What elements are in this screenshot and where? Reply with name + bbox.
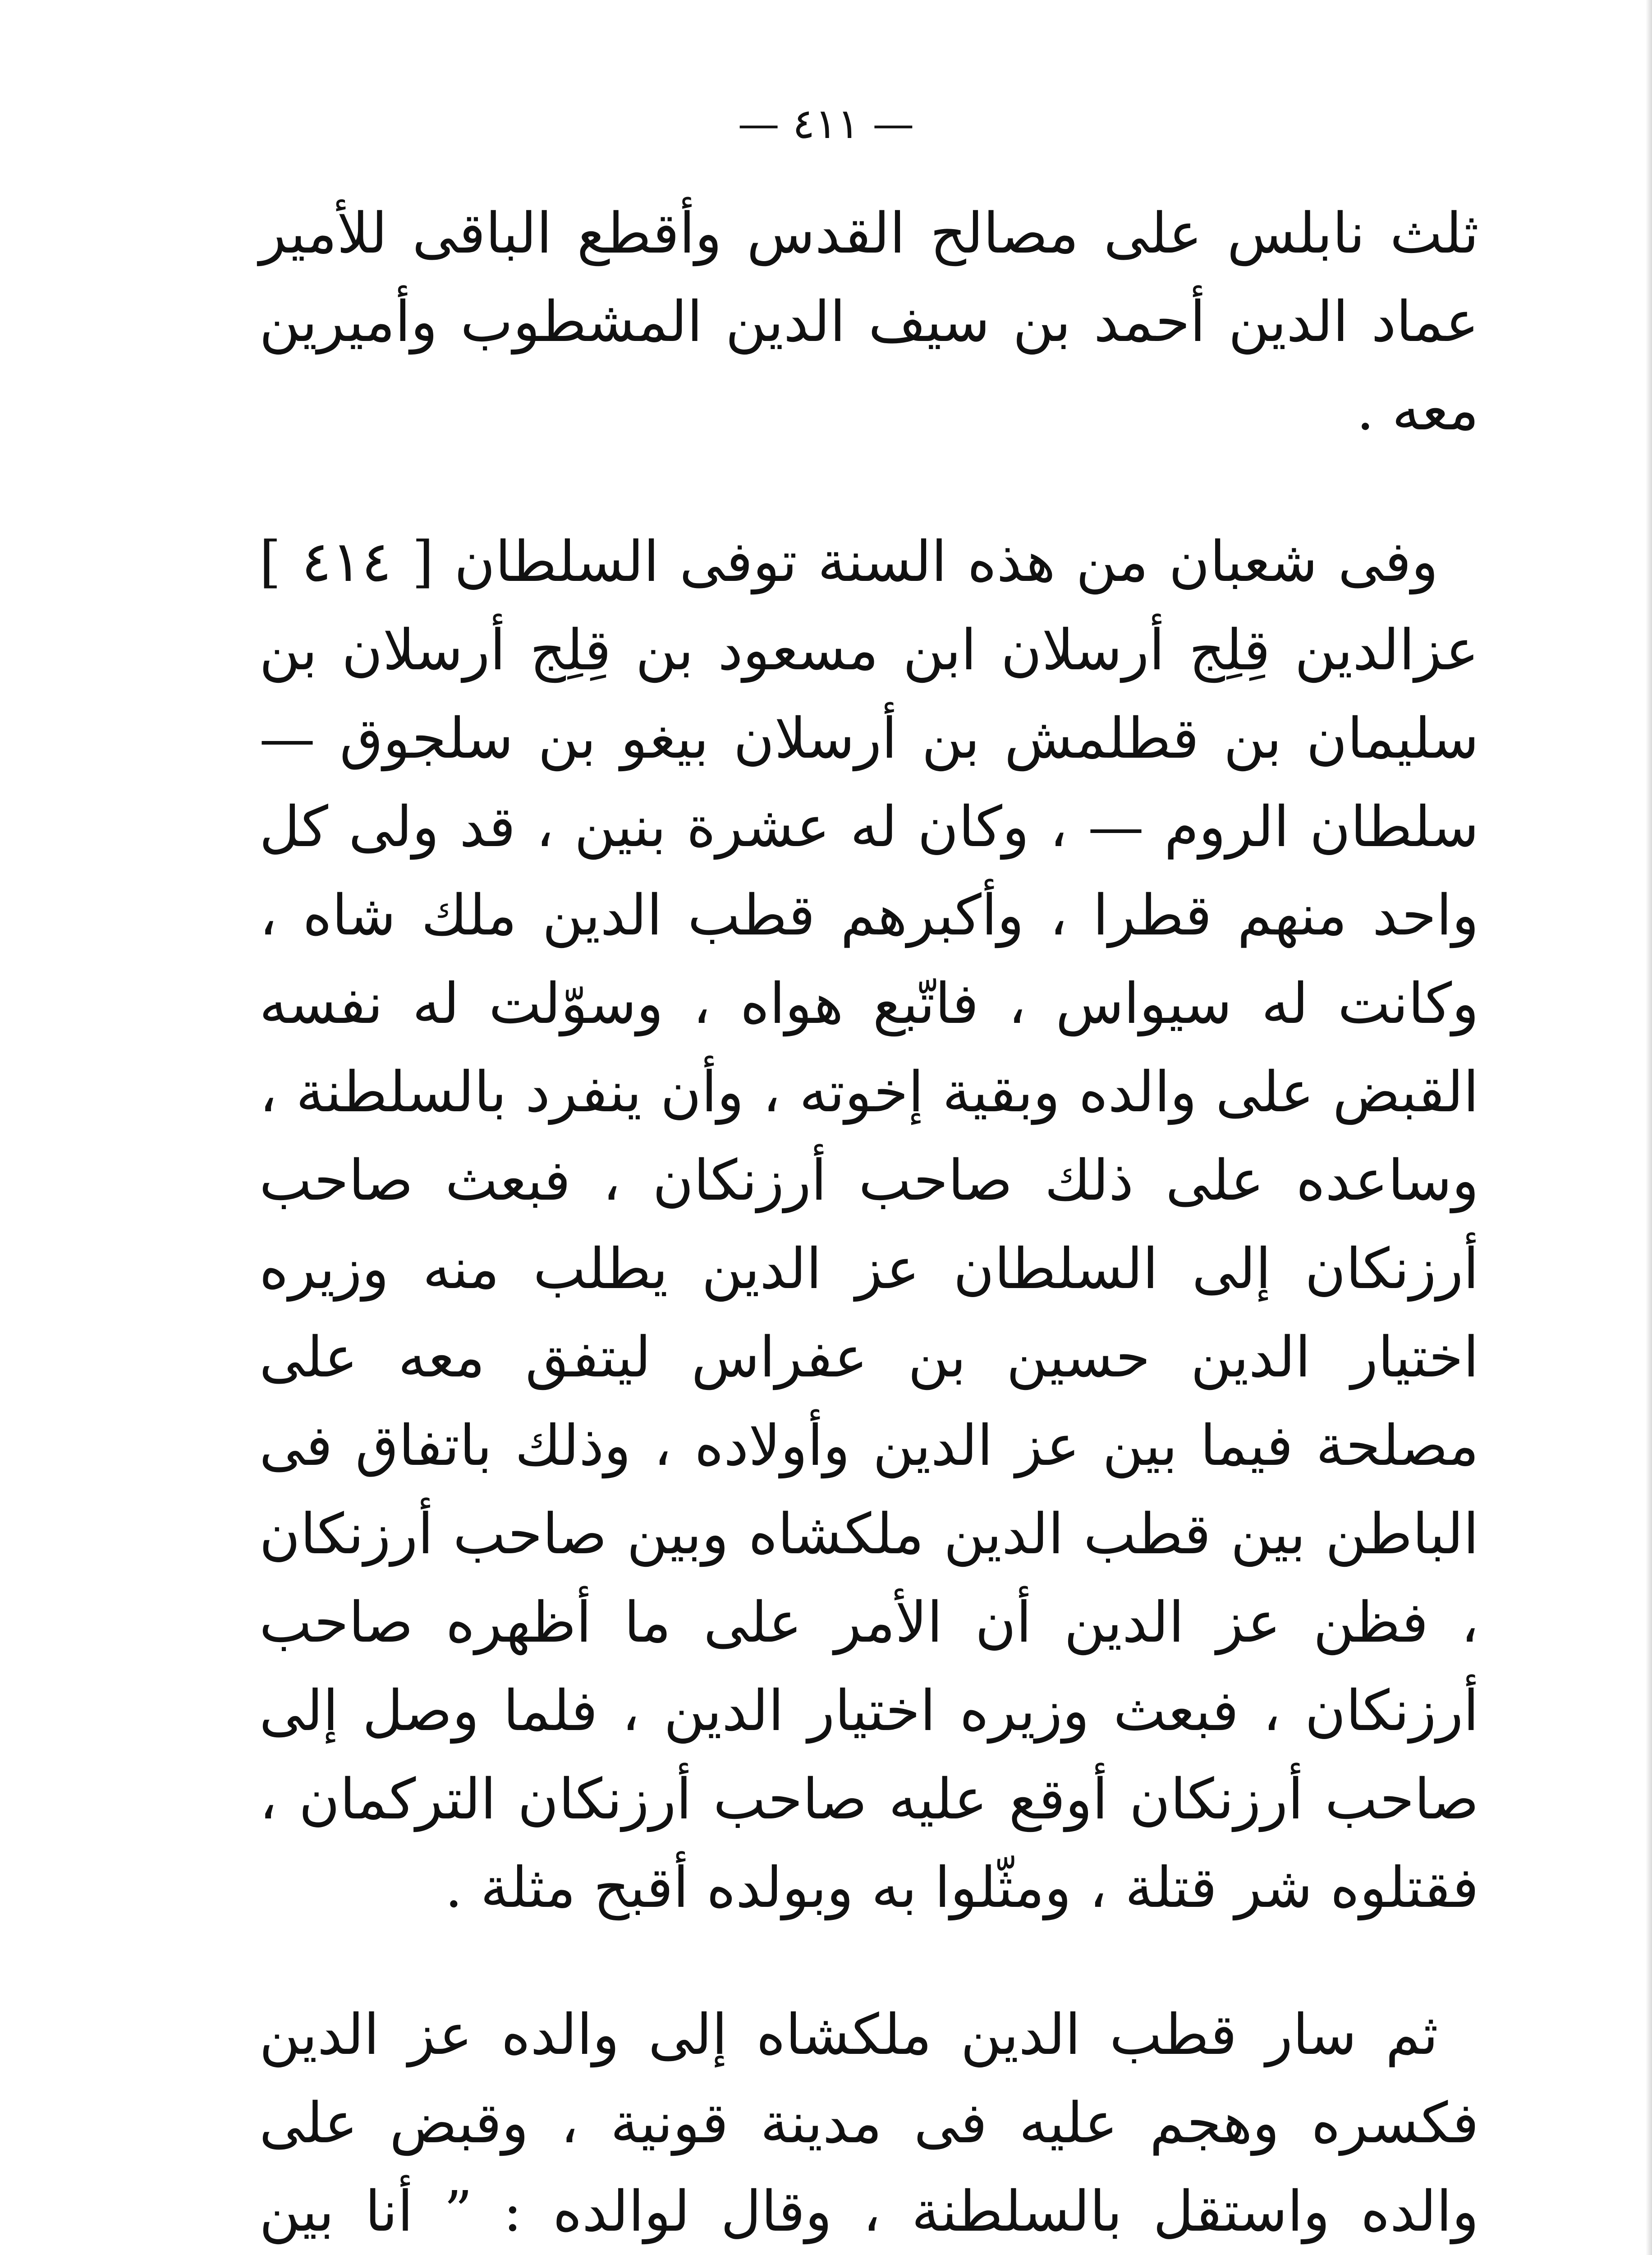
page-number: — ٤١١ —: [738, 100, 914, 148]
page-body: [259, 189, 1479, 2255]
paragraph-1: ثلث نابلس على مصالح القدس وأقطع الباقى للأمير عماد الدين أحمد بن سيف الدين المشطوب وأميرين معه .: [259, 201, 1479, 443]
page-edge-shadow: [1646, 0, 1652, 2255]
paragraph-3: ثم سار قطب الدين ملكشاه إلى والده عز الدين فكسره وهجم عليه فى مدينة قونية ، وقبض على والده واستقل بالسلطنة ، وقال لوالده : ” أنا بين: [259, 2002, 1479, 2244]
paragraph-2: وفى شعبان من هذه السنة توفى السلطان [ ٤١٤ ] عزالدين قِلِج أرسلان ابن مسعود بن قِلِج أرسلان بن سليمان بن قطلمش بن أرسلان بيغو بن سلجوق — سلطان الروم — ، وكان له عشرة بنين ، قد ولى كل واحد منهم قطرا ، وأكبرهم قطب الدين ملك شاه ، وكانت له سيواس ، فاتّبع هواه ، وسوّلت له نفسه القبض على والده وبقية إخوته ، وأن ينفرد بالسلطنة ، وساعده على ذلك صاحب أرزنكان ، فبعث صاحب أرزنكان إلى السلطان عز الدين يطلب منه وزيره اختيار الدين حسين بن عفراس ليتفق معه على مصلحة فيما بين عز الدين وأولاده ، وذلك باتفاق فى الباطن بين قطب الدين ملكشاه وبين صاحب أرزنكان ، فظن عز الدين أن الأمر على ما أظهره صاحب أرزنكان ، فبعث وزيره اختيار الدين ، فلما وصل إلى صاحب أرزنكان أوقع عليه صاحب أرزنكان التركمان ، فقتلوه شر قتلة ، ومثّلوا به وبولده أقبح مثلة .: [259, 529, 1479, 1920]
